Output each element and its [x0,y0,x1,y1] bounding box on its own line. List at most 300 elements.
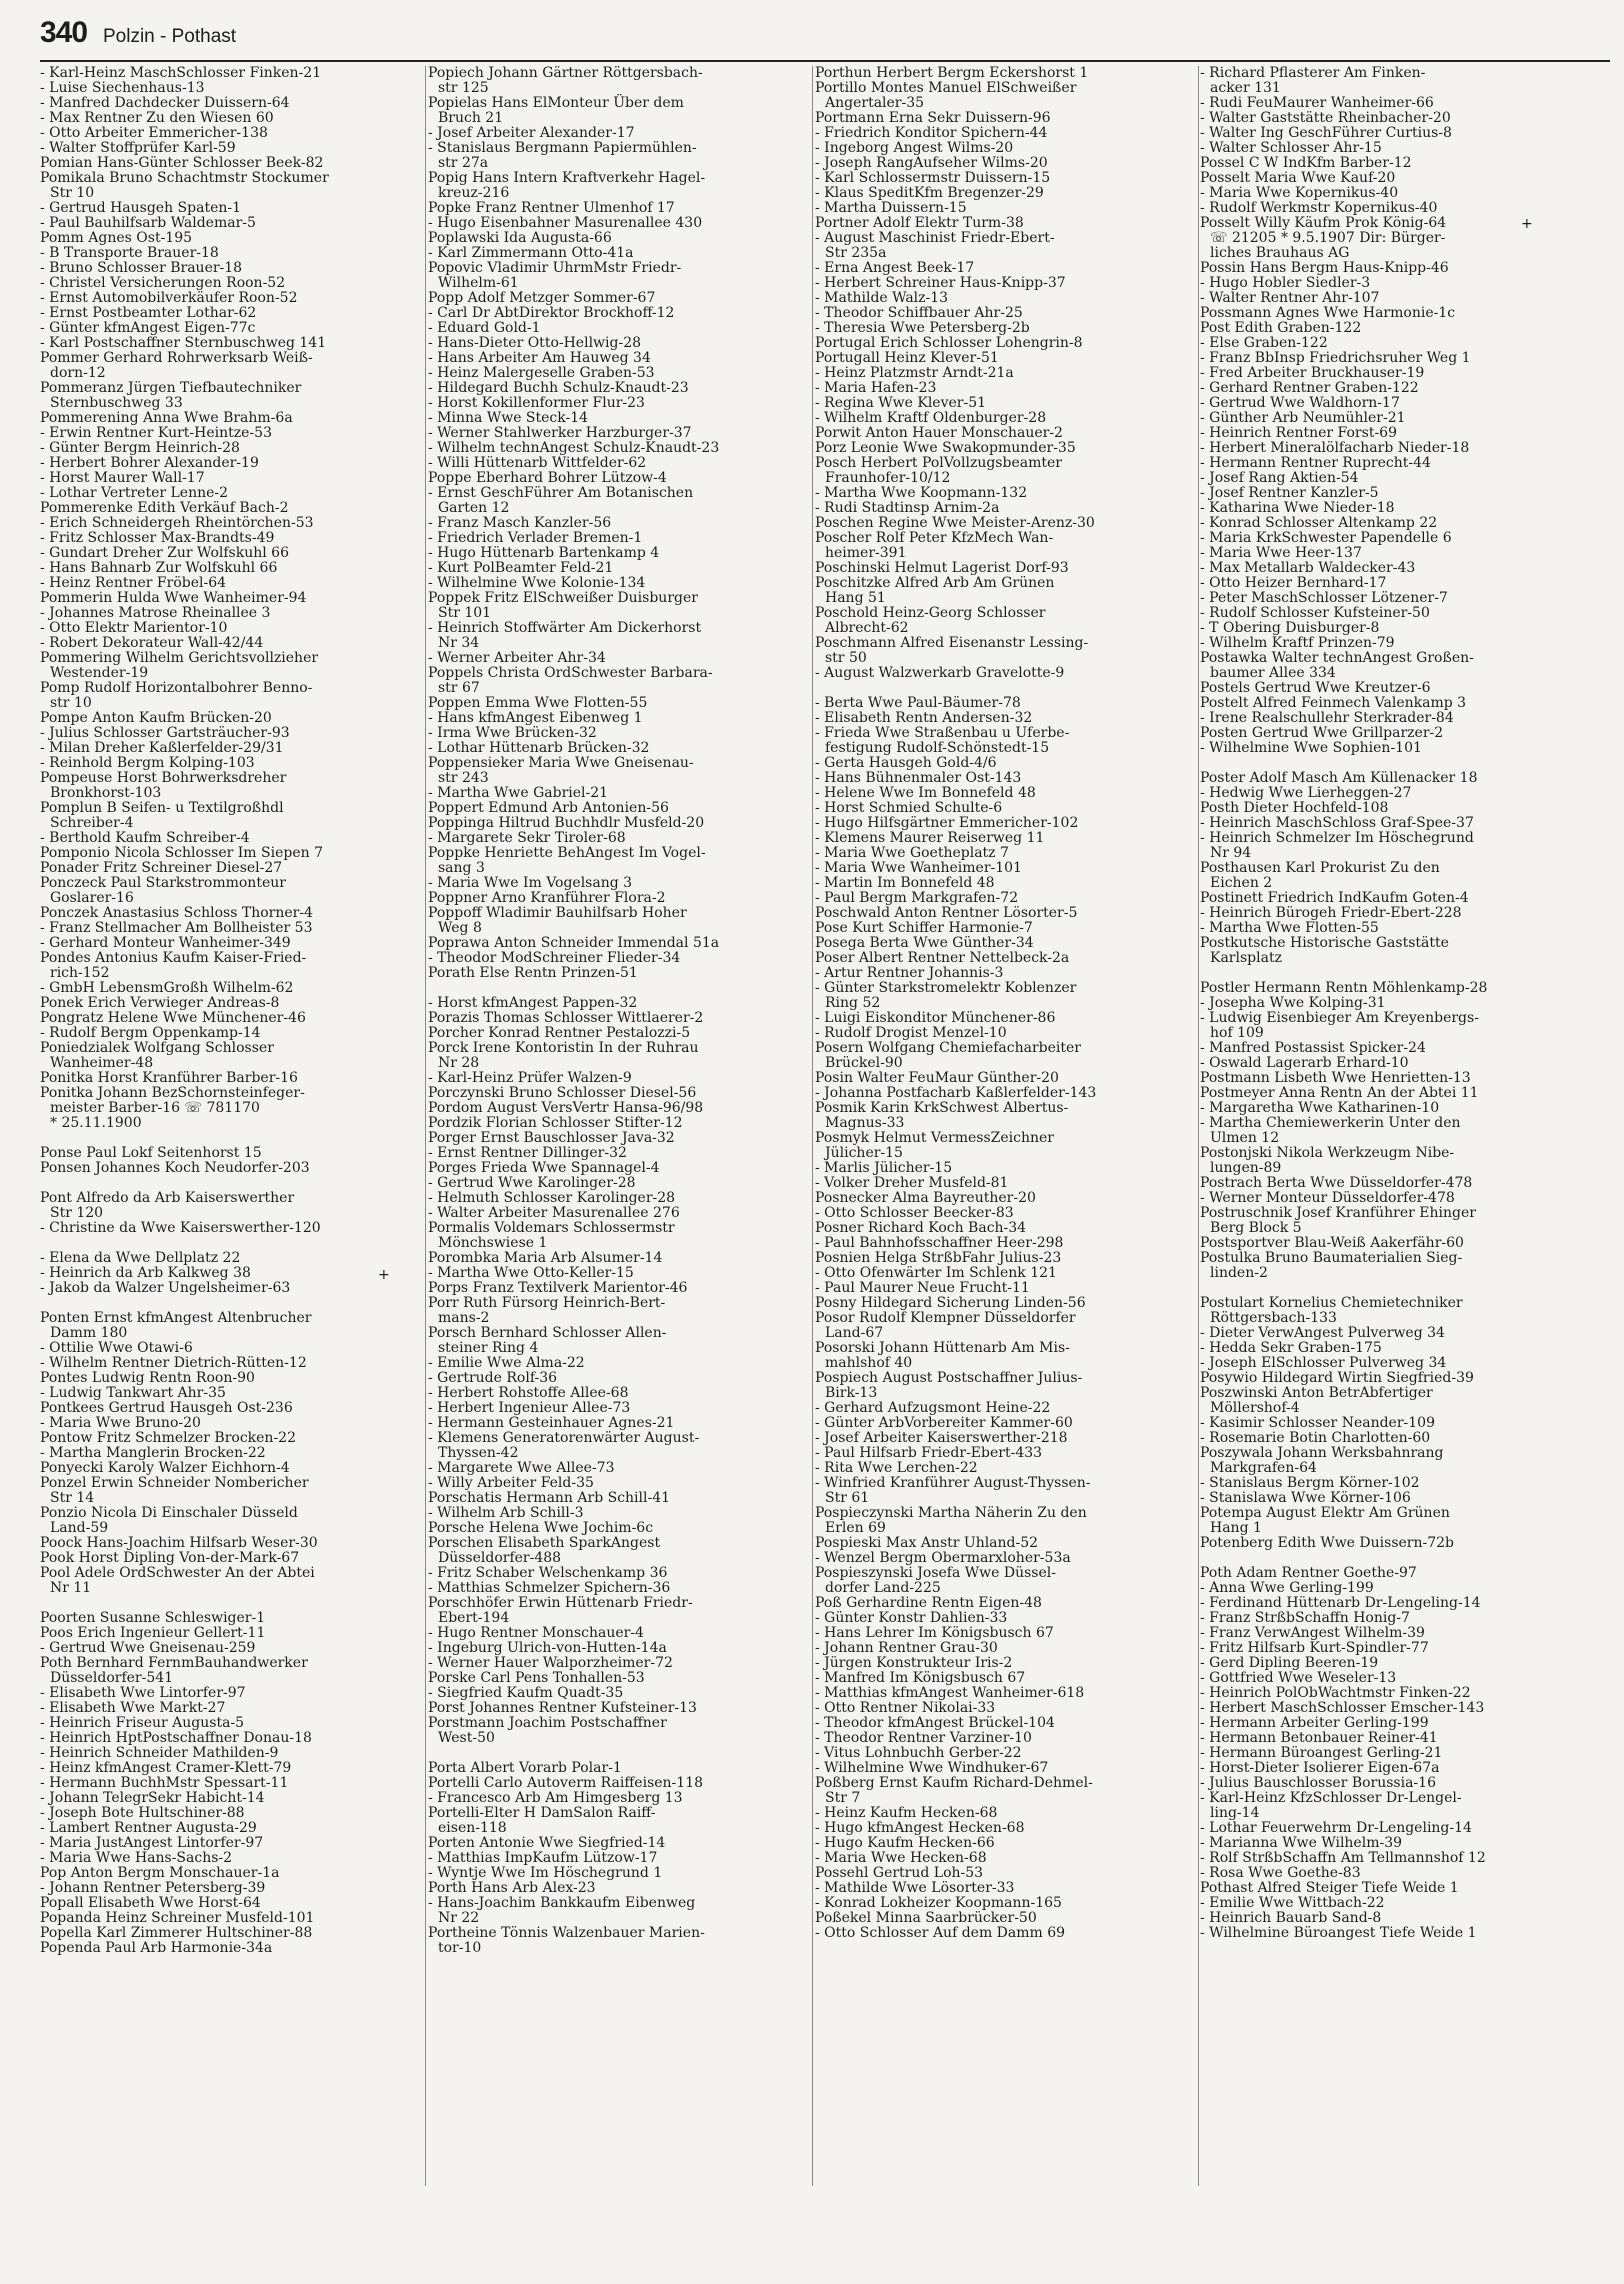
directory-entry: - Horst kfmAngest Pappen-32 [428,995,638,1011]
directory-entry: - Maria JustAngest Lintorfer-97 [40,1835,264,1851]
directory-entry: - Maria Wwe Kopernikus-40 [1200,185,1399,201]
directory-entry: Popanda Heinz Schreiner Musfeld-101 [40,1910,315,1926]
directory-entry: Porst Johannes Rentner Kufsteiner-13 [428,1700,697,1716]
directory-entry [40,1176,425,1191]
directory-entry: Pongratz Helene Wwe Münchener-46 [40,1010,306,1026]
directory-entry: - B Transporte Brauer-18 [40,245,219,261]
directory-entry: Poplawski Ida Augusta-66 [428,230,612,246]
directory-entry: Pool Adele OrdSchwester An der Abtei Nr 11 [40,1565,315,1596]
directory-entry: - Konrad Schlosser Altenkamp 22 [1200,515,1438,531]
directory-entry: - Artur Rentner Johannis-3 [815,965,1004,981]
directory-entry: - Lambert Rentner Augusta-29 [40,1820,257,1836]
directory-entry: Posin Walter FeuMaur Günther-20 [815,1070,1059,1086]
directory-entry: - Margarete Sekr Tiroler-68 [428,830,626,846]
directory-entry: - Maria Wwe Hans-Sachs-2 [40,1850,233,1866]
directory-entry [1200,1551,1595,1566]
directory-entry: Poppner Arno Kranführer Flora-2 [428,890,666,906]
directory-entry: Portheine Tönnis Walzenbauer Marien- tor-10 [428,1925,705,1956]
directory-entry: Pospieski Max Anstr Uhland-52 [815,1535,1039,1551]
directory-entry: Porwit Anton Hauer Monschauer-2 [815,425,1063,441]
directory-entry: - Heinrich MaschSchloss Graf-Spee-37 [1200,815,1474,831]
directory-entry: Portugall Heinz Klever-51 [815,350,999,366]
directory-entry: - Lothar Feuerwehrm Dr-Lengeling-14 [1200,1820,1472,1836]
directory-entry: Pontkees Gertrud Hausgeh Ost-236 [40,1400,293,1416]
directory-entry: - Gertrud Wwe Karolinger-28 [428,1175,636,1191]
directory-entry: Popielas Hans ElMonteur Über dem Bruch 21 [428,95,684,126]
directory-entry: Poos Erich Ingenieur Gellert-11 [40,1625,266,1641]
directory-entry: Postulka Bruno Baumaterialien Sieg- linden-2 [1200,1250,1463,1281]
directory-entry: - Hugo Hilfsgärtner Emmericher-102 [815,815,1079,831]
directory-entry: - Peter MaschSchlosser Lötzener-7 [1200,590,1448,606]
directory-entry: - Winfried Kranführer August-Thyssen- Str 61 [815,1475,1091,1506]
directory-entry: Popenda Paul Arb Harmonie-34a [40,1940,273,1956]
directory-entry: - Hans Lehrer Im Königsbusch 67 [815,1625,1054,1641]
directory-entry: - GmbH LebensmGroßh Wilhelm-62 [40,980,294,996]
directory-entry: - Karl Zimmermann Otto-41a [428,245,634,261]
directory-entry: Postulart Kornelius Chemietechniker Röttgersbach-133 [1200,1295,1463,1326]
directory-entry: Poppen Emma Wwe Flotten-55 [428,695,648,711]
directory-entry: - Klemens Maurer Reiserweg 11 [815,830,1045,846]
directory-entry: - Ludwig Tankwart Ahr-35 [40,1385,226,1401]
directory-entry: - T Obering Duisburger-8 [1200,620,1380,636]
directory-entry: - Hugo kfmAngest Hecken-68 [815,1820,1025,1836]
directory-entry: - Otto Arbeiter Emmericher-138 [40,125,268,141]
directory-entry: - Günter Starkstromelektr Koblenzer Ring 52 [815,980,1077,1011]
directory-entry: - Fritz Schlosser Max-Brandts-49 [40,530,275,546]
directory-entry [428,1746,808,1761]
directory-entry: - Kurt PolBeamter Feld-21 [428,560,614,576]
directory-entry: Portelli-Elter H DamSalon Raiff- eisen-118 [428,1805,656,1836]
directory-entry: Popiech Johann Gärtner Röttgersbach- str 125 [428,66,703,96]
directory-entry: - Eduard Gold-1 [428,320,541,336]
directory-entry [1200,966,1595,981]
directory-entry: Porschhöfer Erwin Hüttenarb Friedr- Ebert-194 [428,1595,693,1626]
directory-entry: Postrach Berta Wwe Düsseldorfer-478 [1200,1175,1473,1191]
directory-entry: Pomponio Nicola Schlosser Im Siepen 7 [40,845,323,861]
directory-entry: - Josepha Wwe Kolping-31 [1200,995,1386,1011]
directory-entry: - Theodor kfmAngest Brückel-104 [815,1715,1055,1731]
directory-entry: - Otto Rentner Nikolai-33 [815,1700,996,1716]
directory-entry: Popp Adolf Metzger Sommer-67 [428,290,656,306]
directory-entry: - Günter kfmAngest Eigen-77c [40,320,256,336]
directory-entry: Potempa August Elektr Am Grünen Hang 1 [1200,1505,1450,1536]
directory-entry: - Hugo Eisenbahner Masurenallee 430 [428,215,703,231]
directory-entry: Pommeranz Jürgen Tiefbautechniker Sternbuschweg 33 [40,380,302,411]
directory-entry: Postler Hermann Rentn Möhlenkamp-28 [1200,980,1488,996]
directory-entry [40,1296,425,1311]
directory-entry: Poppek Fritz ElSchweißer Duisburger Str 101 [428,590,698,621]
directory-entry: - Walter Schlosser Ahr-15 [1200,140,1382,156]
directory-entry: - Wilhelmine Wwe Sophien-101 [1200,740,1422,756]
directory-entry: Poß Gerhardine Rentn Eigen-48 [815,1595,1042,1611]
directory-entry: - Maria Wwe Hecken-68 [815,1850,987,1866]
directory-entry: - Helene Wwe Im Bonnefeld 48 [815,785,1036,801]
directory-entry: - Heinz Rentner Fröbel-64 [40,575,227,591]
directory-entry: Postruschnik Josef Kranführer Ehinger Berg Block 5 [1200,1205,1476,1236]
directory-entry: Posner Richard Koch Bach-34 [815,1220,1027,1236]
directory-entry: Porck Irene Kontoristin In der Ruhrau Nr 28 [428,1040,699,1071]
directory-entry: - Joseph RangAufseher Wilms-20 [815,155,1048,171]
directory-entry: - Johann Rentner Petersberg-39 [40,1880,266,1896]
directory-entry: - Otto Schlosser Auf dem Damm 69 [815,1925,1066,1941]
directory-entry [40,1236,425,1251]
directory-entry: - Stanislaus Bergmann Papiermühlen- str 27a [428,140,697,171]
directory-entry: - Maria Wwe Bruno-20 [40,1415,201,1431]
directory-entry: - Herbert Mineralölfacharb Nieder-18 [1200,440,1470,456]
directory-entry: Posor Rudolf Klempner Düsseldorfer Land-67 [815,1310,1076,1341]
directory-entry: Postmeyer Anna Rentn An der Abtei 11 [1200,1085,1479,1101]
directory-entry: Ponyecki Karoly Walzer Eichhorn-4 [40,1460,290,1476]
directory-entry: - Werner Stahlwerker Harzburger-37 [428,425,692,441]
directory-entry: - Maria Wwe Im Vogelsang 3 [428,875,633,891]
directory-entry: Porczynski Bruno Schlosser Diesel-56 [428,1085,697,1101]
directory-entry: Ponczeck Paul Starkstrommonteur Goslarer-16 [40,875,286,906]
directory-entry: - Klemens Generatorenwärter August- Thyssen-42 [428,1430,700,1461]
directory-entry: - Hugo Rentner Monschauer-4 [428,1625,644,1641]
directory-entry: - Konrad Lokheizer Koopmann-165 [815,1895,1062,1911]
directory-entry: - Matthias Schmelzer Spichern-36 [428,1580,671,1596]
page-header [40,14,1610,62]
directory-entry: - Werner Hauer Walporzheimer-72 [428,1655,673,1671]
directory-entry: Poppoff Wladimir Bauhilfsarb Hoher Weg 8 [428,905,687,936]
directory-entry: Posnecker Alma Bayreuther-20 [815,1190,1036,1206]
directory-entry: Postonjski Nikola Werkzeugm Nibe- lungen-89 [1200,1145,1455,1176]
directory-entry: Posmyk Helmut VermessZeichner Jülicher-15 [815,1130,1054,1161]
directory-entry: Porath Else Rentn Prinzen-51 [428,965,638,981]
directory-entry: - Heinrich Rentner Forst-69 [1200,425,1397,441]
directory-entry: - Hans-Joachim Bankkaufm Eibenweg Nr 22 [428,1895,696,1926]
directory-entry: Pomp Rudolf Horizontalbohrer Benno- str 10 [40,680,313,711]
directory-entry: - Josef Rang Aktien-54 [1200,470,1359,486]
directory-entry: - Vitus Lohnbuchh Gerber-22 [815,1745,1022,1761]
directory-entry: - Theodor ModSchreiner Flieder-34 [428,950,681,966]
directory-entry: - Hans-Dieter Otto-Hellwig-28 [428,335,642,351]
directory-entry: Popig Hans Intern Kraftverkehr Hagel- kreuz-216 [428,170,706,201]
directory-entry: Ponse Paul Lokf Seitenhorst 15 [40,1145,262,1161]
directory-entry: Posten Gertrud Wwe Grillparzer-2 [1200,725,1444,741]
directory-entry: - Paul Bahnhofsschaffner Heer-298 [815,1235,1064,1251]
directory-entry: Poster Adolf Masch Am Küllenacker 18 [1200,770,1478,786]
directory-entry: - Volker Dreher Musfeld-81 [815,1175,1009,1191]
directory-entry: - Joseph Bote Hultschiner-88 [40,1805,245,1821]
directory-entry: - Herbert Rohstoffe Allee-68 [428,1385,629,1401]
directory-entry: - Robert Dekorateur Wall-42/44 [40,635,264,651]
directory-entry: Portelli Carlo Autoverm Raiffeisen-118 [428,1775,704,1791]
directory-entry: Poszwinski Anton BetrAbfertiger Möllershof-4 [1200,1385,1433,1416]
directory-entry: - Josef Arbeiter Kaiserswerther-218 [815,1430,1068,1446]
directory-entry: - Gertrud Wwe Gneisenau-259 [40,1640,256,1656]
directory-entry [1200,756,1595,771]
directory-entry: - Ernst Rentner Dillinger-32 [428,1145,627,1161]
plus-mark-icon: + [378,1267,390,1283]
directory-entry: - Maria Hafen-23 [815,380,937,396]
directory-entry: - Otto Schlosser Beecker-83 [815,1205,1014,1221]
column-divider [812,66,813,2186]
directory-entry: Pomian Hans-Günter Schlosser Beek-82 [40,155,324,171]
directory-entry: - Elisabeth Wwe Markt-27 [40,1700,226,1716]
directory-entry: Ponsen Johannes Koch Neudorfer-203 [40,1160,310,1176]
directory-entry: - Martha Chemiewerkerin Unter den Ulmen 12 [1200,1115,1461,1146]
directory-entry: - August Maschinist Friedr-Ebert- Str 235a [815,230,1055,261]
directory-entry: - Hermann Gesteinhauer Agnes-21 [428,1415,675,1431]
directory-entry: - Heinz Platzmstr Arndt-21a [815,365,1014,381]
directory-entry: - Wilhelm Kraftf Prinzen-79 [1200,635,1395,651]
directory-entry: - Manfred Postassist Spicker-24 [1200,1040,1426,1056]
directory-entry: - Katharina Wwe Nieder-18 [1200,500,1395,516]
directory-entry: - Erna Angest Beek-17 [815,260,975,276]
directory-entry: - Horst Maurer Wall-17 [40,470,205,486]
directory-entry: Porschen Elisabeth SparkAngest Düsseldorfer-488 [428,1535,661,1566]
directory-entry: Ponczek Anastasius Schloss Thorner-4 [40,905,313,921]
directory-entry: - Wilhelm technAngest Schulz-Knaudt-23 [428,440,720,456]
directory-entry: - Rudolf Werkmstr Kopernikus-40 [1200,200,1438,216]
directory-entry: - Ottilie Wwe Otawi-6 [40,1340,193,1356]
directory-entry: - Hedda Sekr Graben-175 [1200,1340,1382,1356]
directory-entry: - Lothar Vertreter Lenne-2 [40,485,229,501]
directory-entry: - Theresia Wwe Petersberg-2b [815,320,1030,336]
directory-entry: - Walter Ing GeschFührer Curtius-8 [1200,125,1452,141]
directory-entry: - Werner Arbeiter Ahr-34 [428,650,606,666]
directory-entry: - Rudolf Schlosser Kufsteiner-50 [1200,605,1430,621]
directory-entry: - Horst-Dieter Isolierer Eigen-67a [1200,1760,1440,1776]
directory-entry: - Paul Bauhilfsarb Waldemar-5 [40,215,256,231]
directory-entry: - Manfred Im Königsbusch 67 [815,1670,1026,1686]
directory-entry: - Gerd Dipling Beeren-19 [1200,1655,1379,1671]
directory-entry: Posnien Helga StrßbFahr Julius-23 [815,1250,1062,1266]
directory-entry: - Walter Gaststätte Rheinbacher-20 [1200,110,1451,126]
directory-entry: Porazis Thomas Schlosser Wittlaerer-2 [428,1010,704,1026]
directory-entry: Pontow Fritz Schmelzer Brocken-22 [40,1430,296,1446]
directory-entry: - Friedrich Verlader Bremen-1 [428,530,643,546]
directory-entry: - Otto Heizer Bernhard-17 [1200,575,1387,591]
directory-entry: Portillo Montes Manuel ElSchweißer Angertaler-35 [815,80,1077,111]
directory-entry: Pose Kurt Schiffer Harmonie-7 [815,920,1033,936]
directory-entry: Post Edith Graben-122 [1200,320,1362,336]
directory-entry: Posywio Hildegard Wirtin Siegfried-39 [1200,1370,1474,1386]
directory-entry: Porthun Herbert Bergm Eckershorst 1 [815,66,1089,81]
directory-entry: - Hans kfmAngest Eibenweg 1 [428,710,643,726]
directory-entry: Pomplun B Seifen- u Textilgroßhdl Schreiber-4 [40,800,284,831]
directory-entry: - Martha Wwe Gabriel-21 [428,785,609,801]
directory-entry: - Hugo Hobler Siedler-3 [1200,275,1371,291]
directory-entry [815,681,1197,696]
directory-entry: - Horst Schmied Schulte-6 [815,800,1003,816]
directory-entry: - Herbert Ingenieur Allee-73 [428,1400,631,1416]
directory-entry: - Ferdinand Hüttenarb Dr-Lengeling-14 [1200,1595,1481,1611]
directory-entry: - Max Metallarb Waldecker-43 [1200,560,1416,576]
directory-entry: Pompeuse Horst Bohrwerksdreher Bronkhorst-103 [40,770,287,801]
directory-entry: - Heinrich Bauarb Sand-8 [1200,1910,1382,1926]
directory-entry: - Richard Pflasterer Am Finken- acker 131 [1200,66,1426,96]
directory-entry: - Mathilde Walz-13 [815,290,949,306]
directory-entry: - Martha Wwe Flotten-55 [1200,920,1379,936]
directory-entry: - Stanislaus Bergm Körner-102 [1200,1475,1420,1491]
directory-entry: Ponader Fritz Schreiner Diesel-27 [40,860,283,876]
directory-entry: - Jürgen Konstrukteur Iris-2 [815,1655,1013,1671]
directory-column-3 [815,66,1197,2266]
directory-entry: - Berta Wwe Paul-Bäumer-78 [815,695,1021,711]
directory-entry: - Josef Arbeiter Alexander-17 [428,125,635,141]
directory-entry: Porges Frieda Wwe Spannagel-4 [428,1160,660,1176]
directory-entry: - Karl-Heinz Prüfer Walzen-9 [428,1070,632,1086]
directory-entry: Popovic Vladimir UhrmMstr Friedr- Wilhelm-61 [428,260,682,291]
directory-entry: - Heinrich Schneider Mathilden-9 [40,1745,279,1761]
directory-entry: - Frieda Wwe Straßenbau u Uferbe- festigung Rudolf-Schönstedt-15 [815,725,1070,756]
directory-entry: Portmann Erna Sekr Duissern-96 [815,110,1051,126]
directory-entry: - Herbert Schreiner Haus-Knipp-37 [815,275,1066,291]
directory-entry: Pormalis Voldemars Schlossermstr Mönchswiese 1 [428,1220,675,1251]
directory-entry: - Gerhard Rentner Graben-122 [1200,380,1419,396]
directory-entry: - Martha Manglerin Brocken-22 [40,1445,266,1461]
directory-entry: - Mathilde Wwe Lösorter-33 [815,1880,1015,1896]
directory-entry: - Gerta Hausgeh Gold-4/6 [815,755,997,771]
directory-entry: Possehl Gertrud Loh-53 [815,1865,984,1881]
directory-entry: Potenberg Edith Wwe Duissern-72b [1200,1535,1455,1551]
directory-entry [1200,1281,1595,1296]
directory-entry: Poppinga Hiltrud Buchhdlr Musfeld-20 [428,815,705,831]
directory-entry: - Jakob da Walzer Ungelsheimer-63 [40,1280,291,1296]
directory-entry: - Kasimir Schlosser Neander-109 [1200,1415,1435,1431]
directory-entry: - Christine da Wwe Kaiserswerther-120 [40,1220,321,1236]
directory-entry: - Elisabeth Wwe Lintorfer-97 [40,1685,246,1701]
directory-entry: - Julius Schlosser Gartsträucher-93 [40,725,290,741]
directory-entry: Posmik Karin KrkSchwest Albertus- Magnus-33 [815,1100,1069,1131]
directory-entry: - Carl Dr AbtDirektor Brockhoff-12 [428,305,675,321]
directory-entry: - Karl Postschaffner Sternbuschweg 141 [40,335,327,351]
directory-entry: - Hermann Büroangest Gerling-21 [1200,1745,1443,1761]
directory-entry: - Walter Rentner Ahr-107 [1200,290,1380,306]
directory-entry: - Herbert Bohrer Alexander-19 [40,455,259,471]
directory-entry: Posthausen Karl Prokurist Zu den Eichen 2 [1200,860,1440,891]
directory-entry: - Franz Stellmacher Am Bollheister 53 [40,920,313,936]
directory-entry [428,981,808,996]
directory-entry: - Wilhelm Kraftf Oldenburger-28 [815,410,1047,426]
column-divider [1198,66,1199,2186]
directory-entry: Pospieszynski Josefa Wwe Düssel- dorfer Land-225 [815,1565,1056,1596]
directory-entry: - Bruno Schlosser Brauer-18 [40,260,243,276]
directory-entry: - Elisabeth Rentn Andersen-32 [815,710,1033,726]
directory-entry: - Fritz Schaber Welschenkamp 36 [428,1565,668,1581]
directory-entry: - Fred Arbeiter Bruckhauser-19 [1200,365,1425,381]
directory-entry: - Maria Wwe Goetheplatz 7 [815,845,1009,861]
directory-entry: - Martha Wwe Koopmann-132 [815,485,1028,501]
directory-entry: - Julius Bauschlosser Borussia-16 [1200,1775,1436,1791]
directory-entry: - Gertrude Rolf-36 [428,1370,558,1386]
directory-entry: Possmann Agnes Wwe Harmonie-1c [1200,305,1456,321]
directory-entry: Pomm Agnes Ost-195 [40,230,193,246]
directory-entry: Pommer Gerhard Rohrwerksarb Weiß- dorn-12 [40,350,313,381]
directory-entry: - Maria Wwe Heer-137 [1200,545,1362,561]
directory-entry: - Walter Stoffprüfer Karl-59 [40,140,236,156]
directory-entry: - Karl Schlossermstr Duissern-15 [815,170,1051,186]
directory-entry: - Paul Maurer Neue Frucht-11 [815,1280,1030,1296]
directory-entry: - August Walzwerkarb Gravelotte-9 [815,665,1065,681]
directory-entry: Poschen Regine Wwe Meister-Arenz-30 [815,515,1095,531]
directory-entry: Poschmann Alfred Eisenanstr Lessing- str 50 [815,635,1089,666]
directory-entry: - Herbert MaschSchlosser Emscher-143 [1200,1700,1485,1716]
directory-entry: - Emilie Wwe Wittbach-22 [1200,1895,1385,1911]
directory-entry: - Minna Wwe Steck-14 [428,410,589,426]
directory-entry: - Karl-Heinz KfzSchlosser Dr-Lengel- ling-14 [1200,1790,1462,1821]
directory-entry: - Lothar Hüttenarb Brücken-32 [428,740,650,756]
directory-entry: Poßberg Ernst Kaufm Richard-Dehmel- Str 7 [815,1775,1093,1806]
directory-entry: - Heinz Kaufm Hecken-68 [815,1805,998,1821]
directory-entry: Pordzik Florian Schlosser Stifter-12 [428,1115,683,1131]
directory-entry: - Gertrud Wwe Waldhorn-17 [1200,395,1400,411]
directory-entry: - Irma Wwe Brücken-32 [428,725,597,741]
directory-entry: - Emilie Wwe Alma-22 [428,1355,585,1371]
directory-entry: Pompe Anton Kaufm Brücken-20 [40,710,272,726]
directory-entry: - Paul Hilfsarb Friedr-Ebert-433 [815,1445,1043,1461]
directory-entry: Pordom August VersVertr Hansa-96/98 [428,1100,704,1116]
directory-entry: - Wilhelm Arb Schill-3 [428,1505,584,1521]
directory-entry: Ponitka Johann BezSchornsteinfeger- meister Barber-16 ☏ 781170 * 25.11.1900 [40,1085,305,1131]
directory-entry: - Heinrich PolObWachtmstr Finken-22 [1200,1685,1471,1701]
directory-entry: - Erwin Rentner Kurt-Heintze-53 [40,425,272,441]
directory-column-1 [40,66,425,2266]
directory-entry: Postmann Lisbeth Wwe Henrietten-13 [1200,1070,1471,1086]
directory-entry: - Siegfried Kaufm Quadt-35 [428,1685,624,1701]
directory-entry: - Luise Siechenhaus-13 [40,80,205,96]
directory-entry: Pook Horst Dipling Von-der-Mark-67 [40,1550,300,1566]
directory-entry: Possel C W IndKfm Barber-12 [1200,155,1412,171]
directory-entry: Porsch Bernhard Schlosser Allen- steiner Ring 4 [428,1325,667,1356]
directory-entry: Poppe Eberhard Bohrer Lützow-4 [428,470,667,486]
directory-entry: - Heinrich Bürogeh Friedr-Ebert-228 [1200,905,1462,921]
directory-entry: - Franz StrßbSchaffn Honig-7 [1200,1610,1410,1626]
directory-entry: - Klaus SpeditKfm Bregenzer-29 [815,185,1044,201]
directory-entry [40,1596,425,1611]
directory-entry: Pondes Antonius Kaufm Kaiser-Fried- rich-152 [40,950,307,981]
directory-entry: - Hermann Betonbauer Reiner-41 [1200,1730,1438,1746]
directory-entry: Porske Carl Pens Tonhallen-53 [428,1670,645,1686]
directory-entry: - Theodor Schiffbauer Ahr-25 [815,305,1023,321]
directory-entry: - Maria Wwe Wanheimer-101 [815,860,1022,876]
directory-entry: - Ernst Postbeamter Lothar-62 [40,305,257,321]
directory-entry: Ponzio Nicola Di Einschaler Düsseld Land-59 [40,1505,298,1536]
directory-entry: - Josef Rentner Kanzler-5 [1200,485,1379,501]
directory-entry: Pommering Wilhelm Gerichtsvollzieher Westender-19 [40,650,319,681]
directory-entry: - Manfred Dachdecker Duissern-64 [40,95,290,111]
directory-entry: Porcher Konrad Rentner Pestalozzi-5 [428,1025,691,1041]
directory-entry: Pontes Ludwig Rentn Roon-90 [40,1370,255,1386]
directory-entry: - Regina Wwe Klever-51 [815,395,987,411]
directory-entry: - Hermann Arbeiter Gerling-199 [1200,1715,1429,1731]
directory-entry: Porsche Helena Wwe Jochim-6c [428,1520,654,1536]
directory-entry: - Heinrich HptPostschaffner Donau-18 [40,1730,312,1746]
directory-entry: Posch Herbert PolVollzugsbeamter Fraunhofer-10/12 [815,455,1062,486]
directory-entry: - Gertrud Hausgeh Spaten-1 [40,200,242,216]
directory-entry: - Heinz kfmAngest Cramer-Klett-79 [40,1760,292,1776]
directory-entry: - Rudolf Drogist Menzel-10 [815,1025,1007,1041]
directory-entry: Posern Wolfgang Chemiefacharbeiter Brückel-90 [815,1040,1081,1071]
directory-entry: Posselt Maria Wwe Kauf-20 [1200,170,1396,186]
directory-entry: - Ingeborg Angest Wilms-20 [815,140,1014,156]
directory-entry: Poßekel Minna Saarbrücker-50 [815,1910,1037,1926]
plus-mark-icon: + [1521,216,1533,232]
directory-entry: Porta Albert Vorarb Polar-1 [428,1760,622,1776]
directory-entry: - Max Rentner Zu den Wiesen 60 [40,110,274,126]
directory-entry: - Hugo Kaufm Hecken-66 [815,1835,995,1851]
directory-entry: Pomikala Bruno Schachtmstr Stockumer Str 10 [40,170,329,201]
directory-entry: - Fritz Hilfsarb Kurt-Spindler-77 [1200,1640,1429,1656]
directory-entry: - Wenzel Bergm Obermarxloher-53a [815,1550,1071,1566]
page-number: 340 [40,16,88,49]
directory-entry: - Johann TelegrSekr Habicht-14 [40,1790,265,1806]
directory-entry: Poth Adam Rentner Goethe-97 [1200,1565,1417,1581]
directory-entry: - Oswald Lagerarb Erhard-10 [1200,1055,1409,1071]
directory-entry: Poppensieker Maria Wwe Gneisenau- str 243 [428,755,694,786]
